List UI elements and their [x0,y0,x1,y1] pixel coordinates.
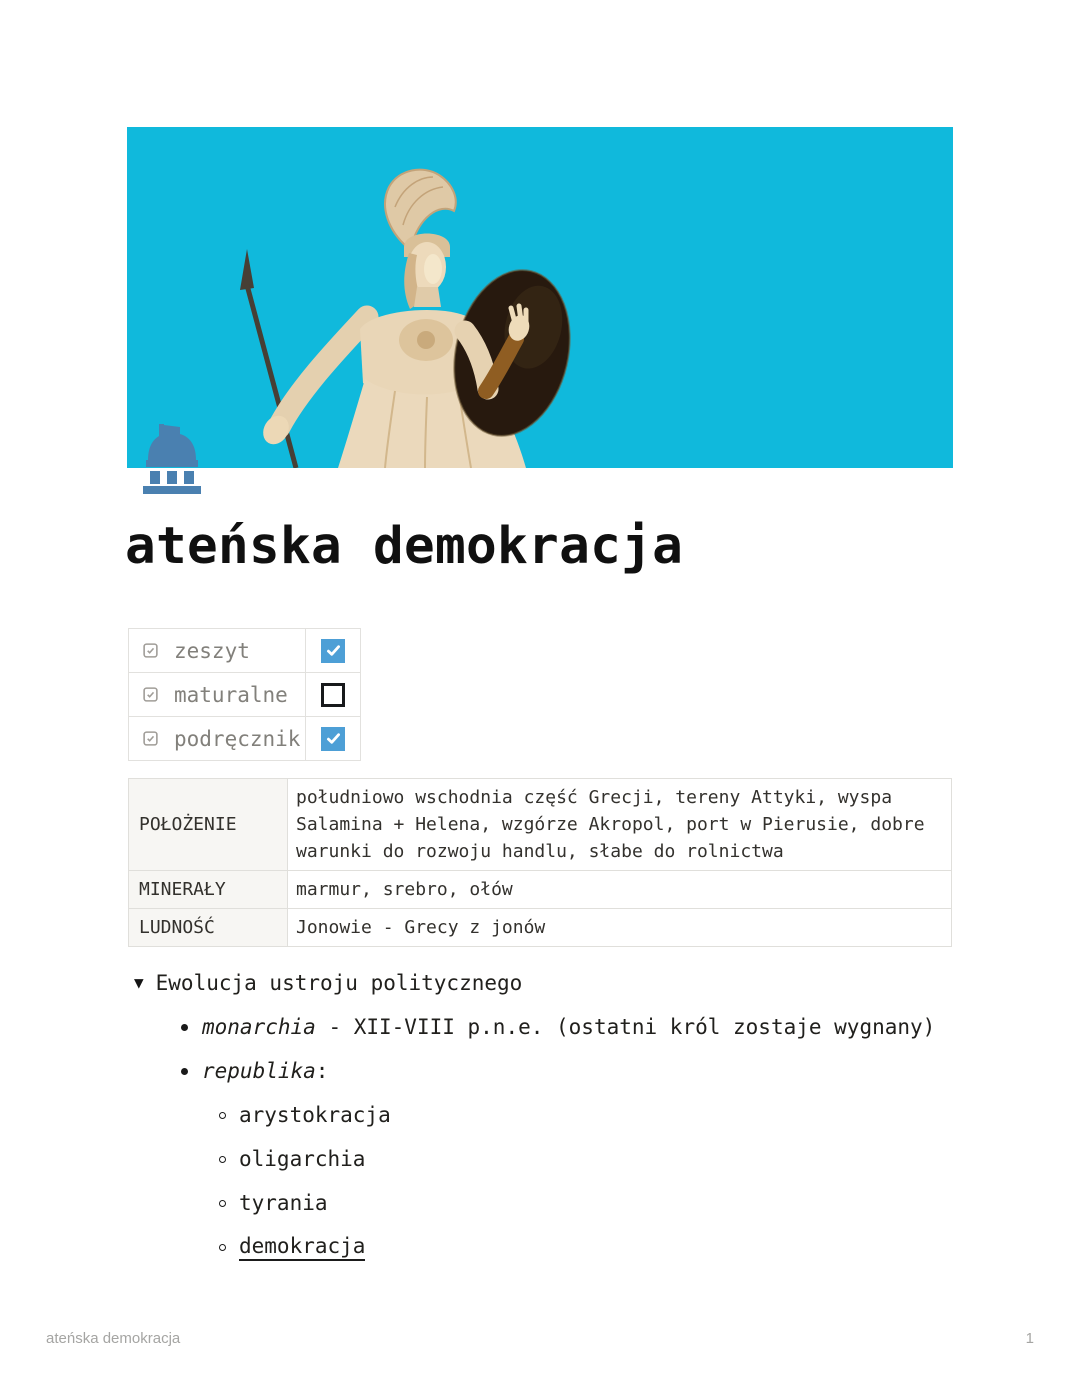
table-row-value: Jonowie - Grecy z jonów [288,909,952,947]
table-row-label: LUDNOŚĆ [129,909,288,947]
list-subitem [127,1100,935,1130]
hollow-bullet-icon [219,1244,226,1251]
list-item-term: republika [202,1059,316,1083]
cover-image [127,127,953,468]
bullet-icon [181,1068,188,1075]
page-footer [0,1330,1080,1347]
table-row-label: POŁOŻENIE [129,779,288,871]
page-title: ateńska demokracja [125,517,684,576]
footer-title: ateńska demokracja [46,1330,181,1347]
table-row [129,779,952,871]
list-item-text: : [315,1059,329,1083]
property-row-maturalne [129,673,361,717]
checkbox-zeszyt[interactable] [321,639,345,663]
checkbox-property-icon [143,643,158,658]
bullet-icon [181,1024,188,1031]
table-row-label: MINERAŁY [129,871,288,909]
property-name: zeszyt [174,638,250,663]
checkbox-maturalne[interactable] [321,683,345,707]
list-subitem [127,1232,935,1262]
table-row [129,909,952,947]
list-item-term: monarchia [202,1015,316,1039]
list-subitem-text: oligarchia [239,1147,366,1171]
hollow-bullet-icon [219,1112,226,1119]
property-row-zeszyt [129,629,361,673]
athena-cover-art [127,127,953,468]
list-item [127,1012,935,1042]
bullet-list [127,1012,935,1276]
list-subitem [127,1188,935,1218]
toggle-label: Ewolucja ustroju politycznego [155,971,523,995]
property-name: podręcznik [174,726,301,751]
list-item-text: - XII-VIII p.n.e. (ostatni król zostaje wygnany) [315,1015,936,1039]
checkbox-podrecznik[interactable] [321,727,345,751]
info-table [128,778,952,947]
property-name: maturalne [174,682,288,707]
checkmark-icon [325,730,342,747]
table-row [129,871,952,909]
table-row-value: marmur, srebro, ołów [288,871,952,909]
hollow-bullet-icon [219,1200,226,1207]
properties-table [128,628,361,761]
list-subitem-text: demokracja [239,1234,365,1261]
hollow-bullet-icon [219,1156,226,1163]
toggle-triangle-icon[interactable]: ▼ [134,973,144,992]
classical-building-icon [141,424,203,494]
page-number: 1 [1025,1330,1034,1347]
checkbox-property-icon [143,687,158,702]
list-item [127,1056,935,1086]
toggle-ewolucja[interactable] [134,968,522,998]
checkbox-property-icon [143,731,158,746]
table-row-value: południowo wschodnia część Grecji, tereny Attyki, wyspa Salamina + Helena, wzgórze Akropol, port w Pierusie, dobre warunki do rozwoju handlu, słabe do rolnictwa [288,779,952,871]
list-subitem-text: arystokracja [239,1103,391,1127]
property-row-podrecznik [129,717,361,761]
list-subitem-text: tyrania [239,1191,328,1215]
checkmark-icon [325,642,342,659]
list-subitem [127,1144,935,1174]
